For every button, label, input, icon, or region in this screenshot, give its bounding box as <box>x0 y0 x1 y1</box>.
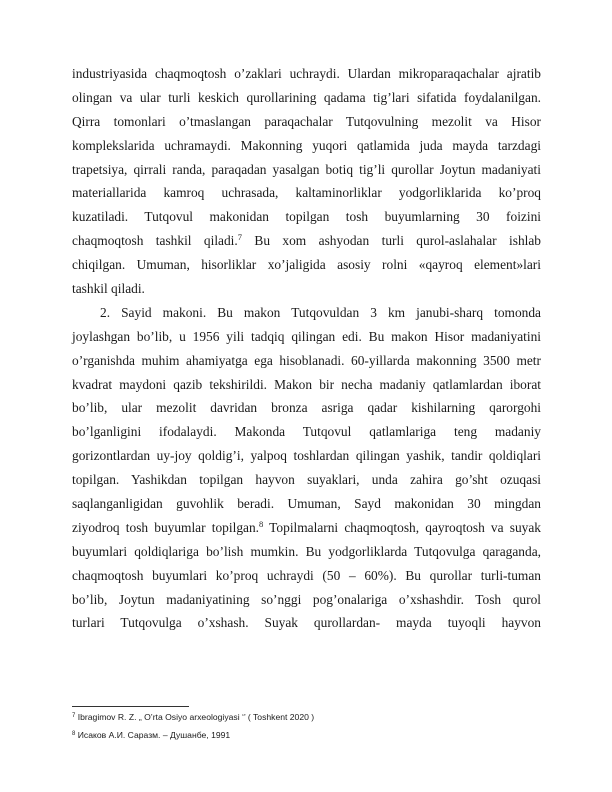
text-line: topilgan. Yashikdan topilgan hayvon suyaklari, unda zahira go’sht ozuqasi <box>72 472 541 488</box>
text-line: bo’lib, Joytun madaniyatining so’nggi pog’onalariga o’xshashdir. Tosh qurol <box>72 591 541 607</box>
text-line: saqlanganligidan guvohlik beradi. Umuman, Sayd makonidan 30 mingdan <box>72 496 541 512</box>
text-line: chaqmoqtosh buyumlari ko’proq uchraydi (50 – 60%). Bu qurollar turli-tuman <box>72 567 541 583</box>
text-line: trapetsiya, qirrali randa, paraqadan yasalgan botiq tig’li qurollar Joytun madaniyati <box>72 161 541 177</box>
footnotes <box>72 712 541 740</box>
text-line: olingan va ular turli keskich qurollarining qadama tig’lari sifatida foydalanilgan. <box>72 89 541 105</box>
text-line: kuzatiladi. Tutqovul makonidan topilgan tosh buyumlarning 30 foizini <box>72 209 541 225</box>
text-line: komplekslarida uchramaydi. Makonning yuqori qatlamida juda mayda tarzdagi <box>72 137 541 153</box>
footnote-ref-7[interactable]: 7 <box>237 232 242 243</box>
footnote-number: 7 <box>72 713 76 719</box>
footnote-number: 8 <box>72 731 76 737</box>
footnote-separator <box>72 706 189 707</box>
text-segment: Topilmalarni chaqmoqtosh, qayroqtosh va suyak <box>263 519 541 535</box>
footnote-ref-8[interactable]: 8 <box>259 518 264 529</box>
text-segment: chaqmoqtosh tashkil qiladi. <box>72 233 238 249</box>
text-line: joylashgan bo’lib, u 1956 yili tadqiq qilingan edi. Bu makon Hisor madaniyatini <box>72 328 541 344</box>
text-line: bo’lganligini ifodalaydi. Makonda Tutqovul qatlamlariga teng madaniy <box>72 424 541 440</box>
footnote-7 <box>72 712 541 722</box>
text-segment: Bu xom ashyodan turli qurol-aslahalar ishlab <box>242 233 541 249</box>
footnote-text: Ibragimov R. Z. „ O’rta Osiyo arxeologiyasi ‘’ ( Toshkent 2020 ) <box>75 712 315 722</box>
text-line: tashkil qiladi. <box>72 281 145 297</box>
text-line: buyumlari qoldiqlariga bo’lish mumkin. Bu yodgorliklarda Tutqovulga qaraganda, <box>72 543 541 559</box>
footnote-8 <box>72 730 541 740</box>
text-line: Qirra tomonlari o’tmaslangan paraqachalar Tutqovulning mezolit va Hisor <box>72 113 541 129</box>
text-line <box>72 516 541 540</box>
text-line: gorizontlardan uy-joy qoldig’i, yalpoq toshlardan qilingan yashik, tandir qoldiqlari <box>72 448 541 464</box>
body-text <box>72 62 541 635</box>
text-segment: ziyodroq tosh buyumlar topilgan. <box>72 519 259 535</box>
text-line: materiallarida kamroq uchrasada, kaltaminorliklar yodgorliklarida ko’proq <box>72 185 541 201</box>
text-line: industriyasida chaqmoqtosh o’zaklari uchraydi. Ulardan mikroparaqachalar ajratib <box>72 66 541 81</box>
text-line: chiqilgan. Umuman, hisorliklar xo’jaligida asosiy rolni «qayroq element»lari <box>72 257 541 273</box>
text-line: 2. Sayid makoni. Bu makon Tutqovuldan 3 km janubi-sharq tomonda <box>100 304 541 320</box>
text-line: kvadrat maydoni qazib tekshirildi. Makon bir necha madaniy qatlamlardan iborat <box>72 376 541 392</box>
text-line: o’rganishda muhim ahamiyatga ega hisoblanadi. 60-yillarda makonning 3500 metr <box>72 352 541 368</box>
text-line: turlari Tutqovulga o’xshash. Suyak qurollardan- mayda tuyoqli hayvon <box>72 615 541 631</box>
text-line: bo’lib, ular mezolit davridan bronza asriga qadar kishilarning qarorgohi <box>72 400 541 416</box>
text-line <box>72 229 541 253</box>
footnote-text: Исаков А.И. Саразм. – Душанбе, 1991 <box>75 730 231 740</box>
